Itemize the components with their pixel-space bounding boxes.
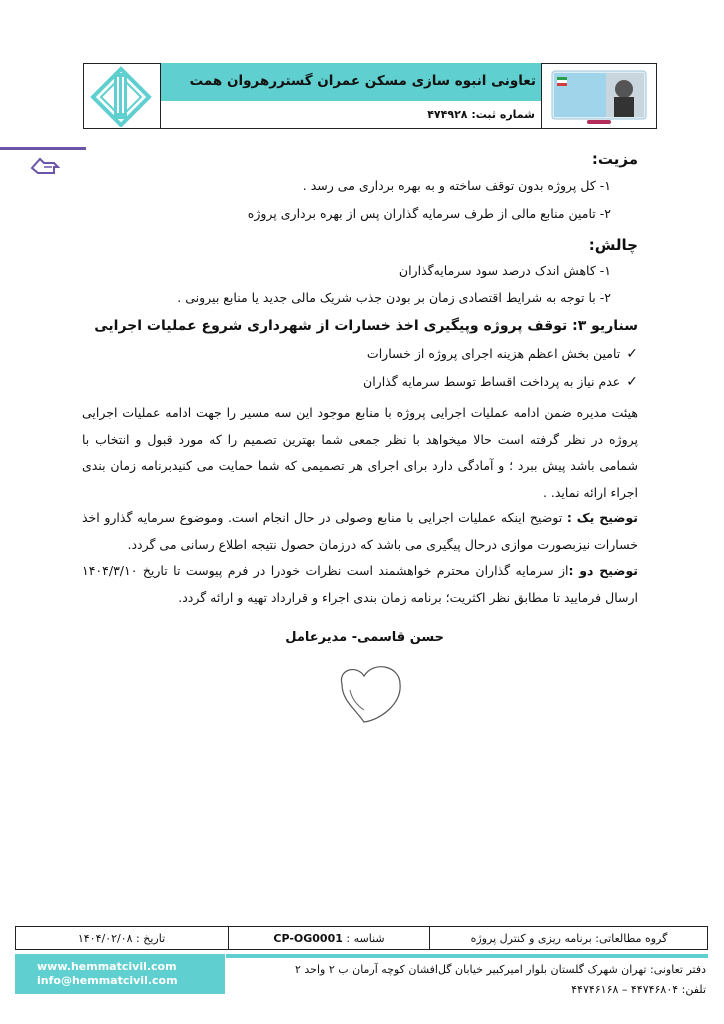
check-icon: ✓ [626, 346, 638, 362]
note-one-text: توضیح اینکه عملیات اجرایی با منابع وصولی در حال انجام است. وموضوع سرمایه گذارو اخذ خسارات نیزبصورت موازی درحال پیگیری می باشد که درزمان حصول نتیجه اطلاع رسانی می گردد. [82, 510, 638, 552]
challenge-item: ۲- با توجه به شرایط اقتصادی زمان بر بودن جذب شریک مالی جدید یا منابع بیرونی . [177, 290, 611, 305]
pointing-hand-icon [30, 155, 60, 177]
registration-number: شماره ثبت: ۴۷۴۹۲۸ [427, 108, 535, 121]
board-paragraph: هیئت مدیره ضمن ادامه عملیات اجرایی پروژه با منابع موجود این سه مسیر را جهت ادامه عملیات اجرایی پروژه در نظر گرفته است حالا میخواهد با نظر جمعی شما بهترین تصمیم را که مورد قبول و انتخاب با شمامی باشد پیش ببرد ؛ و آمادگی دارد برای اجرای هر تصمیمی که شما حمایت می کنیدبرنامه زمان بندی اجراء ارائه نماید. . [82, 405, 638, 500]
document-date: تاریخ : ۱۴۰۴/۰۲/۰۸ [77, 931, 166, 945]
note-two-text: از سرمایه گذاران محترم خواهشمند است نظرات خودرا در فرم پیوست تا تاریخ ۱۴۰۴/۳/۱۰ ارسال فرمایید تا مطابق نظر اکثریت؛ برنامه زمان بندی اجراء و قرارداد تهیه و ارائه گردد. [82, 563, 638, 605]
challenges-heading: چالش: [588, 236, 638, 254]
banner-cell [541, 63, 657, 129]
document-id-value: CP-OG0001 [273, 931, 343, 945]
footer-date-cell [15, 926, 228, 950]
website-link[interactable]: www.hemmatcivil.com [37, 960, 177, 973]
scenario-heading: سناریو ۳: توقف پروژه وپیگیری اخذ خسارات از شهرداری شروع عملیات اجرایی [94, 318, 638, 334]
advantage-item: ۲- تامین منابع مالی از طرف سرمایه گذاران پس از بهره برداری پروژه [247, 206, 611, 221]
address-rule [226, 954, 708, 958]
check-icon: ✓ [626, 374, 638, 390]
challenge-item: ۱- کاهش اندک درصد سود سرمایه‌گذاران [398, 263, 611, 278]
scenario-item-text: عدم نیاز به پرداخت اقساط توسط سرمایه گذاران [363, 374, 621, 389]
signature-drawing [330, 660, 410, 728]
document-id-label: شناسه : [346, 931, 385, 945]
footer-group-cell [429, 926, 708, 950]
note-one-label: توضیح یک : [566, 510, 638, 525]
email-link[interactable]: info@hemmatcivil.com [37, 974, 178, 987]
signatory-name: حسن قاسمی- مدیرعامل [285, 630, 444, 645]
contact-web-box [15, 954, 225, 994]
scenario-item-text: تامین بخش اعظم هزینه اجرای پروژه از خسارات [366, 346, 621, 361]
note-two [82, 558, 638, 611]
scenario-item [363, 374, 638, 390]
footer-id-cell [228, 926, 429, 950]
note-one [82, 505, 638, 558]
logo-cell [83, 63, 161, 129]
building-logo-icon [83, 63, 159, 127]
margin-rule [0, 147, 86, 150]
banner-image-icon [542, 63, 656, 127]
office-phone: تلفن: ۴۴۷۴۶۸۰۴ – ۴۴۷۴۶۱۶۸ [571, 983, 706, 996]
office-address: دفتر تعاونی: تهران شهرک گلستان بلوار امیرکبیر خیابان گل‌افشان کوچه آرمان ب ۲ واحد ۲ [294, 963, 706, 976]
note-two-label: توضیح دو : [568, 563, 638, 578]
advantage-item: ۱- کل پروژه بدون توقف ساخته و به بهره برداری می رسد . [302, 178, 611, 193]
advantages-heading: مزیت: [591, 150, 638, 168]
scenario-item [367, 346, 638, 362]
study-group: گروه مطالعاتی: برنامه ریزی و کنترل پروژه [470, 931, 668, 945]
organization-title: تعاونی انبوه سازی مسکن عمران گستررهروان همت [189, 73, 536, 89]
